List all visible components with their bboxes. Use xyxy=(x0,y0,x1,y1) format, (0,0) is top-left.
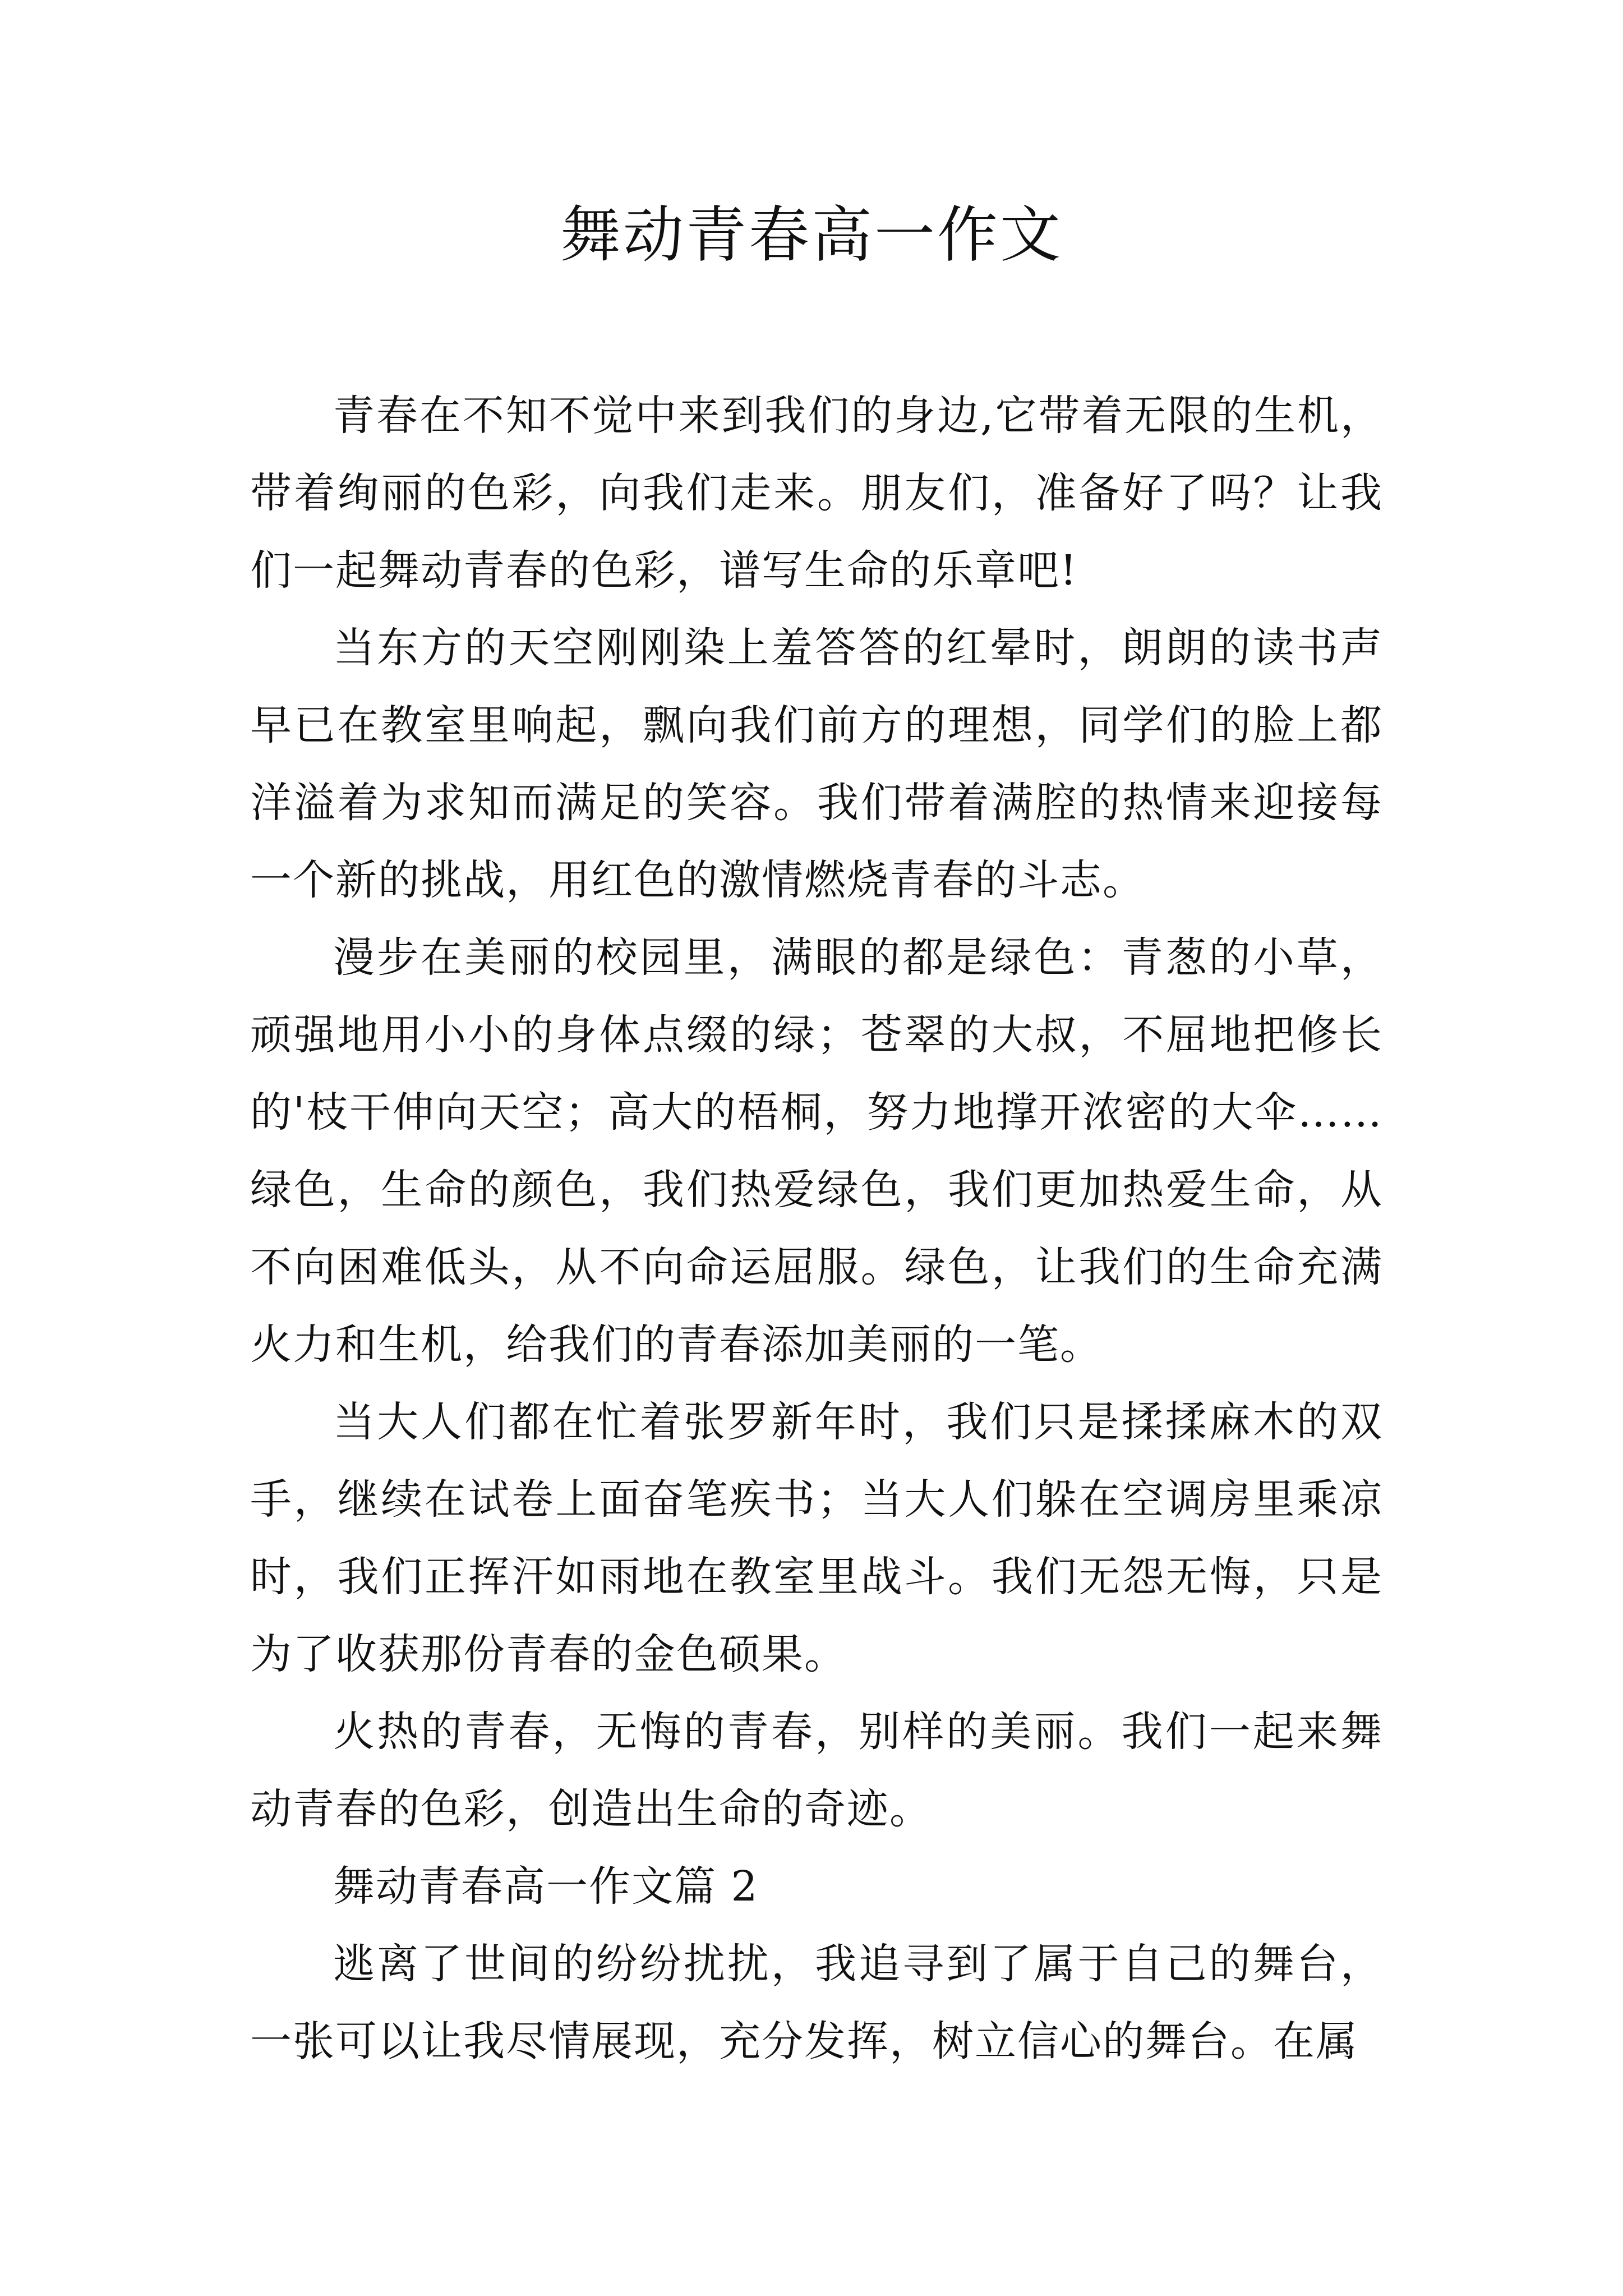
paragraph: 火热的青春，无悔的青春，别样的美丽。我们一起来舞动青春的色彩，创造出生命的奇迹。 xyxy=(250,1708,1383,1833)
document-title: 舞动青春高一作文 xyxy=(560,200,1063,270)
document-body xyxy=(250,377,1383,2080)
paragraph: 漫步在美丽的校园里，满眼的都是绿色：青葱的小草，顽强地用小小的身体点缀的绿；苍翠的大叔，不屈地把修长的'枝干伸向天空；高大的梧桐，努力地撑开浓密的大伞……绿色，生命的颜色，我们热爱绿色，我们更加热爱生命，从不向困难低头，从不向命运屈服。绿色，让我们的生命充满火力和生机，给我们的青春添加美丽的一笔。 xyxy=(250,933,1383,1369)
paragraph: 青春在不知不觉中来到我们的身边,它带着无限的生机，带着绚丽的色彩，向我们走来。朋友们，准备好了吗？让我们一起舞动青春的色彩，谱写生命的乐章吧! xyxy=(250,392,1383,595)
section-heading: 舞动青春高一作文篇 2 xyxy=(333,1862,759,1911)
paragraph: 当大人们都在忙着张罗新年时，我们只是揉揉麻木的双手，继续在试卷上面奋笔疾书；当大人们躲在空调房里乘凉时，我们正挥汗如雨地在教室里战斗。我们无怨无悔，只是为了收获那份青春的金色硕果。 xyxy=(250,1398,1383,1678)
paragraph: 当东方的天空刚刚染上羞答答的红晕时，朗朗的读书声早已在教室里响起，飘向我们前方的理想，同学们的脸上都洋溢着为求知而满足的笑容。我们带着满腔的热情来迎接每一个新的挑战，用红色的激情燃烧青春的斗志。 xyxy=(250,624,1383,904)
paragraph: 逃离了世间的纷纷扰扰，我追寻到了属于自己的舞台，一张可以让我尽情展现，充分发挥，树立信心的舞台。在属 xyxy=(250,1940,1383,2065)
